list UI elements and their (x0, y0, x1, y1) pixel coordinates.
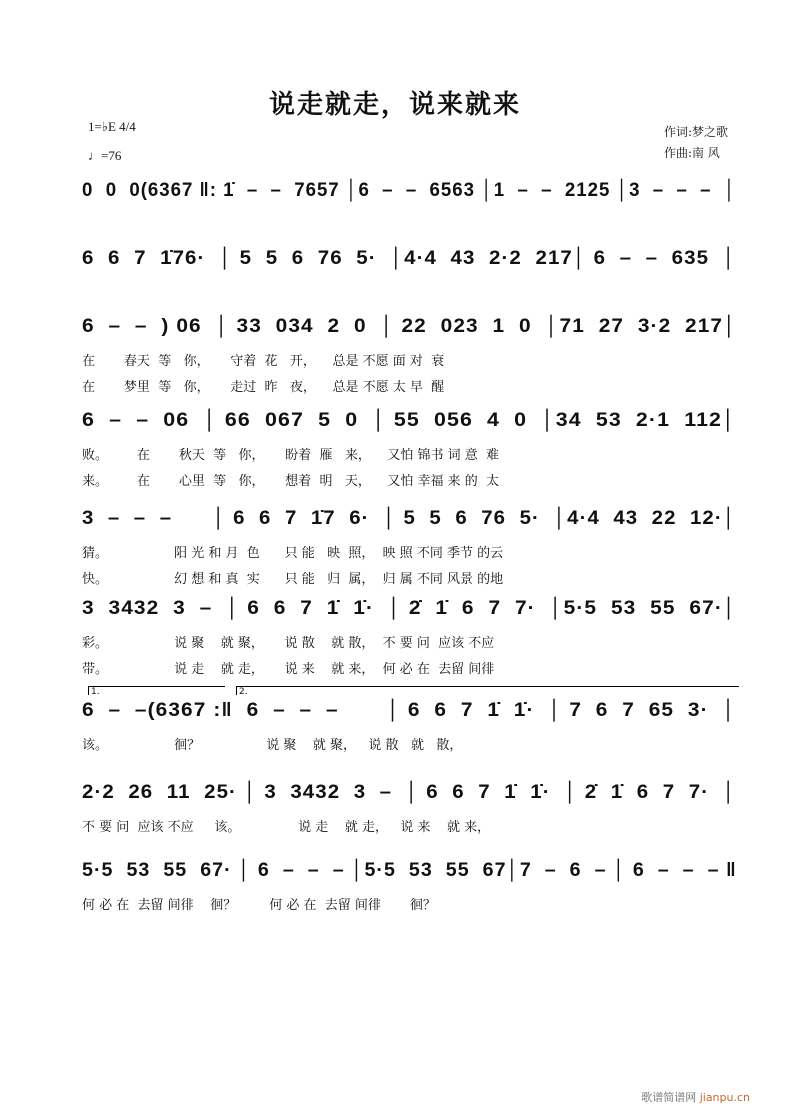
lyrics-verse-2: 来。 在 心里 等 你， 想着 明 天， 又怕 幸福 来 的 太 (82, 474, 500, 489)
notation-line: 6 – –(6367 :‖ 6 – – – │ 6 6 7 1̇ 1̇· │ 7 6 7 65 3· │ (82, 700, 737, 721)
lyrics-verse-2: 快。 幻 想 和 真 实 只 能 归 属， 归 属 不同 风景 的地 (82, 572, 504, 587)
credits (664, 122, 728, 164)
lyrics-verse-1: 彩。 说 聚 就 聚， 说 散 就 散， 不 要 问 应该 不应 (82, 636, 495, 651)
notation-line: 6 6 7 1̇76· │ 5 5 6 76 5· │4·4 43 2·2 217│ 6 – – 635 │ (82, 248, 737, 269)
notation-line: 5·5 53 55 67· │ 6 – – – │5·5 53 55 67│7 – 6 – │ 6 – – – ‖ (82, 860, 737, 881)
volta-1: 1. (88, 686, 225, 695)
lyrics-verse-1: 何 必 在 去留 间徘 徊？ 何 必 在 去留 间徘 徊？ (82, 898, 436, 913)
lyrics-verse-1: 不 要 问 应该 不应 该。 说 走 就 走， 说 来 就 来， (82, 820, 491, 835)
lyrics-verse-2: 带。 说 走 就 走， 说 来 就 来， 何 必 在 去留 间徘 (82, 662, 495, 677)
notation-line: 6 – – ) 06 │ 33 034 2 0 │ 22 023 1 0 │71 27 3·2 217│ (82, 316, 738, 337)
lyrics-verse-1: 猜。 阳 光 和 月 色 只 能 映 照， 映 照 不同 季节 的云 (82, 546, 504, 561)
notation-line: 3 – – – │ 6 6 7 1̇7 6· │ 5 5 6 76 5· │4·4 43 22 12·│ (82, 508, 737, 529)
lyrics-verse-1: 败。 在 秋天 等 你， 盼着 雁 来， 又怕 锦书 词 意 难 (82, 448, 500, 463)
volta-2: 2. (236, 686, 739, 695)
lyrics-verse-1: 在 春天 等 你， 守着 花 开， 总是 不愿 面 对 衰 (82, 354, 445, 369)
notation-line: 0 0 0(6367 ‖: 1̇ – – 7657 │6 – – 6563 │1 – – 2125 │3 – – – │ (82, 180, 737, 201)
tempo-marking: ♩=76 (88, 148, 122, 163)
notation-line: 3 3432 3 – │ 6 6 7 1̇ 1̇· │ 2̇ 1̇ 6 7 7· │5·5 53 55 67·│ (82, 598, 738, 619)
score-title: 说走就走，说来就来 (268, 90, 521, 120)
composer: 作曲:南 风 (663, 146, 720, 160)
lyrics-verse-1: 该。 徊？ 说 聚 就 聚， 说 散 就 散， (82, 738, 463, 753)
notation-line: 2·2 26 11 25· │ 3 3432 3 – │ 6 6 7 1̇ 1̇· │ 2̇ 1̇ 6 7 7· │ (82, 782, 737, 803)
lyricist: 作词:梦之歌 (663, 125, 728, 139)
key-signature: 1=♭E 4/4 (88, 119, 136, 134)
watermark: 歌谱简谱网 jianpu.cn (641, 1091, 750, 1104)
lyrics-verse-2: 在 梦里 等 你， 走过 昨 夜， 总是 不愿 太 早 醒 (82, 380, 445, 395)
notation-line: 6 – – 06 │ 66 067 5 0 │ 55 056 4 0 │34 53 2·1 112│ (82, 410, 737, 431)
